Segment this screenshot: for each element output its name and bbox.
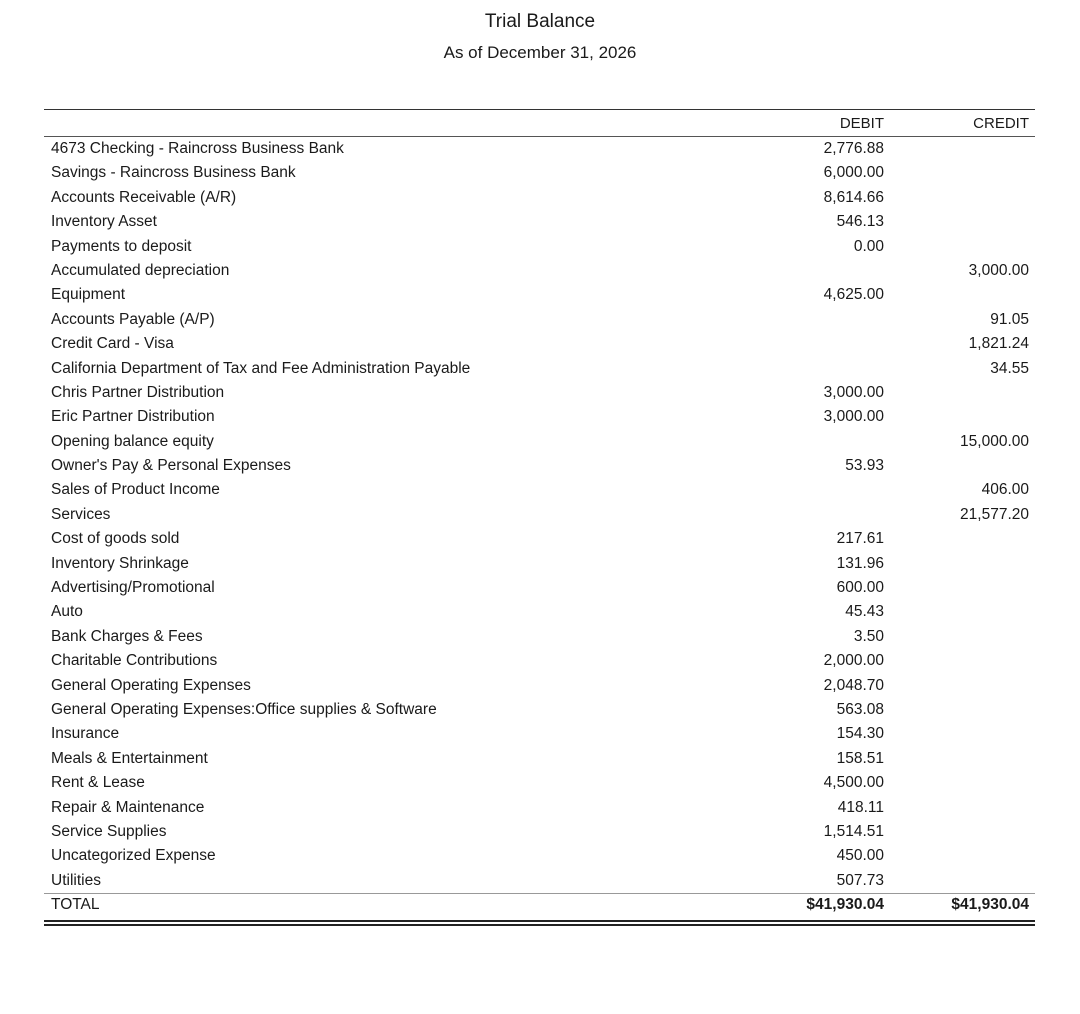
account-name: Repair & Maintenance xyxy=(51,798,205,816)
account-name: Accounts Receivable (A/R) xyxy=(51,188,237,206)
table-row xyxy=(44,649,1035,673)
debit-amount: 158.51 xyxy=(836,749,884,767)
account-name: Inventory Asset xyxy=(51,213,157,231)
credit-amount: 15,000.00 xyxy=(960,432,1029,450)
debit-amount: 217.61 xyxy=(836,530,884,548)
debit-column-header: DEBIT xyxy=(839,115,884,132)
debit-amount: 0.00 xyxy=(853,237,884,255)
table-row xyxy=(44,259,1035,283)
debit-amount: 3,000.00 xyxy=(823,383,884,401)
account-name: Charitable Contributions xyxy=(51,652,218,670)
column-header-row xyxy=(44,110,1035,137)
table-row xyxy=(44,332,1035,356)
table-row xyxy=(44,600,1035,624)
account-name: Accumulated depreciation xyxy=(51,261,230,279)
debit-amount: 2,776.88 xyxy=(823,140,884,157)
table-row xyxy=(44,503,1035,527)
account-name: Cost of goods sold xyxy=(51,530,180,548)
table-row xyxy=(44,186,1035,210)
account-name: Opening balance equity xyxy=(51,432,214,450)
debit-amount: 418.11 xyxy=(837,798,884,816)
account-name: General Operating Expenses xyxy=(51,676,251,694)
account-rows xyxy=(44,137,1035,893)
table-row xyxy=(44,844,1035,868)
total-credit: $41,930.04 xyxy=(951,896,1029,914)
account-name: Eric Partner Distribution xyxy=(51,408,215,426)
debit-amount: 1,514.51 xyxy=(823,822,884,840)
account-name: Uncategorized Expense xyxy=(51,847,216,865)
table-row xyxy=(44,869,1035,893)
account-name: Equipment xyxy=(51,286,126,304)
credit-column-header: CREDIT xyxy=(973,115,1029,132)
account-name: Accounts Payable (A/P) xyxy=(51,310,215,328)
trial-balance-table xyxy=(44,109,1035,926)
total-label: TOTAL xyxy=(51,896,100,914)
account-name: Sales of Product Income xyxy=(51,481,220,499)
credit-amount: 3,000.00 xyxy=(968,261,1029,279)
table-row xyxy=(44,576,1035,600)
debit-amount: 45.43 xyxy=(845,603,884,621)
table-row xyxy=(44,771,1035,795)
debit-amount: 53.93 xyxy=(845,457,884,475)
debit-amount: 2,048.70 xyxy=(823,676,884,694)
table-row xyxy=(44,625,1035,649)
table-row xyxy=(44,161,1035,185)
debit-amount: 6,000.00 xyxy=(823,164,884,182)
table-row xyxy=(44,552,1035,576)
table-row xyxy=(44,210,1035,234)
total-debit: $41,930.04 xyxy=(806,896,884,914)
account-name: California Department of Tax and Fee Administration Payable xyxy=(51,359,471,377)
credit-amount: 91.05 xyxy=(990,310,1029,328)
account-name: Services xyxy=(51,505,111,523)
account-name: Meals & Entertainment xyxy=(51,749,208,767)
debit-amount: 600.00 xyxy=(836,579,884,597)
debit-amount: 8,614.66 xyxy=(823,188,884,206)
total-row xyxy=(44,893,1035,920)
report-subtitle: As of December 31, 2026 xyxy=(443,43,637,62)
account-name: Inventory Shrinkage xyxy=(51,554,189,572)
account-name: Service Supplies xyxy=(51,822,167,840)
account-name: Utilities xyxy=(51,871,101,889)
credit-amount: 34.55 xyxy=(990,359,1029,377)
double-underline xyxy=(44,920,1035,926)
table-row xyxy=(44,308,1035,332)
account-name: Rent & Lease xyxy=(51,774,145,792)
account-name: General Operating Expenses:Office supplies & Software xyxy=(51,700,437,718)
debit-amount: 507.73 xyxy=(836,871,884,889)
table-row xyxy=(44,796,1035,820)
account-name: Advertising/Promotional xyxy=(51,579,215,597)
debit-amount: 4,625.00 xyxy=(823,286,884,304)
table-row xyxy=(44,698,1035,722)
account-name: Insurance xyxy=(51,725,120,743)
account-name: Savings - Raincross Business Bank xyxy=(51,164,296,182)
credit-amount: 406.00 xyxy=(981,481,1029,499)
table-row xyxy=(44,722,1035,746)
debit-amount: 154.30 xyxy=(836,725,884,743)
account-name: 4673 Checking - Raincross Business Bank xyxy=(51,140,344,157)
account-name: Payments to deposit xyxy=(51,237,192,255)
table-row xyxy=(44,235,1035,259)
account-name: Chris Partner Distribution xyxy=(51,383,225,401)
debit-amount: 563.08 xyxy=(836,700,884,718)
debit-amount: 131.96 xyxy=(836,554,884,572)
account-name: Owner's Pay & Personal Expenses xyxy=(51,457,291,475)
report-title: Trial Balance xyxy=(484,11,596,32)
account-name: Credit Card - Visa xyxy=(51,335,174,353)
table-row xyxy=(44,820,1035,844)
debit-amount: 2,000.00 xyxy=(823,652,884,670)
table-row xyxy=(44,137,1035,161)
account-name: Auto xyxy=(51,603,83,621)
table-row xyxy=(44,527,1035,551)
credit-amount: 1,821.24 xyxy=(968,335,1029,353)
table-row xyxy=(44,430,1035,454)
debit-amount: 3,000.00 xyxy=(823,408,884,426)
table-row xyxy=(44,405,1035,429)
debit-amount: 4,500.00 xyxy=(823,774,884,792)
table-row xyxy=(44,283,1035,307)
credit-amount: 21,577.20 xyxy=(960,505,1029,523)
table-row xyxy=(44,674,1035,698)
debit-amount: 546.13 xyxy=(836,213,884,231)
table-row xyxy=(44,747,1035,771)
table-row xyxy=(44,454,1035,478)
debit-amount: 450.00 xyxy=(836,847,884,865)
table-row xyxy=(44,381,1035,405)
table-row xyxy=(44,478,1035,502)
account-name: Bank Charges & Fees xyxy=(51,627,203,645)
debit-amount: 3.50 xyxy=(853,627,884,645)
table-row xyxy=(44,357,1035,381)
